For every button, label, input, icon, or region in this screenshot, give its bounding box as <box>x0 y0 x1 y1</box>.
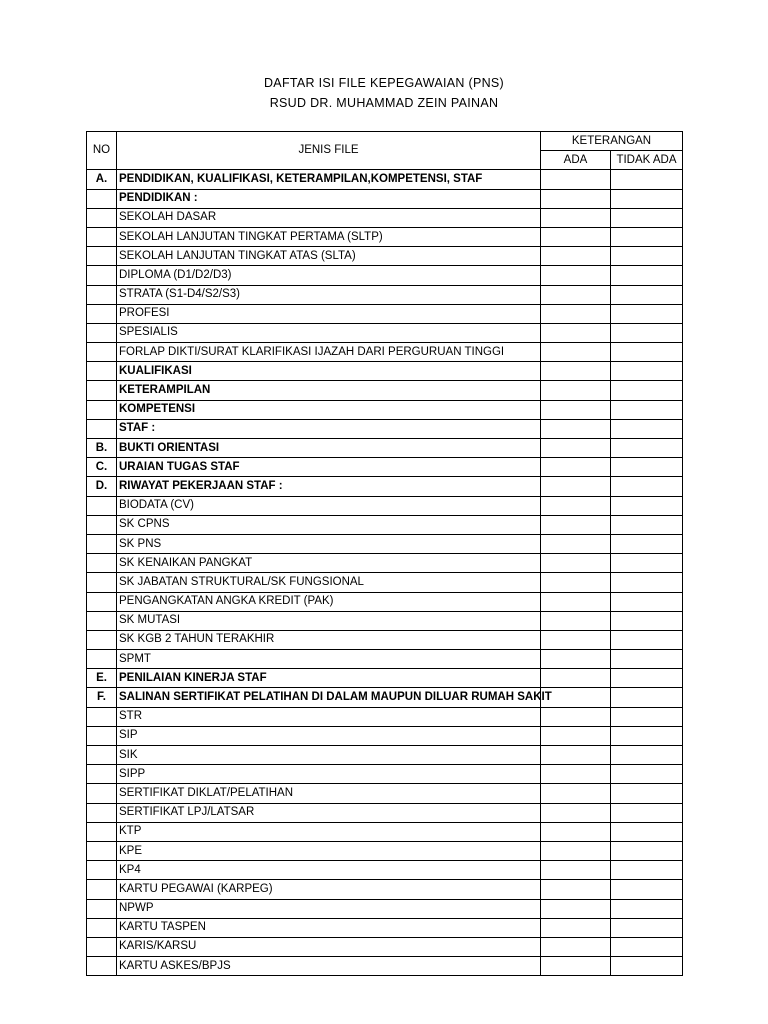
header-ada: ADA <box>541 151 611 170</box>
tidak-ada-checkbox-cell[interactable] <box>611 918 683 937</box>
tidak-ada-checkbox-cell[interactable] <box>611 515 683 534</box>
row-number <box>87 822 117 841</box>
row-file-name: SIPP <box>117 765 541 784</box>
row-file-name: SERTIFIKAT LPJ/LATSAR <box>117 803 541 822</box>
table-row <box>87 650 683 669</box>
tidak-ada-checkbox-cell[interactable] <box>611 573 683 592</box>
tidak-ada-checkbox-cell[interactable] <box>611 707 683 726</box>
table-row <box>87 477 683 496</box>
header-keterangan: KETERANGAN <box>541 132 683 151</box>
table-row <box>87 707 683 726</box>
table-row <box>87 937 683 956</box>
row-number <box>87 803 117 822</box>
tidak-ada-checkbox-cell[interactable] <box>611 937 683 956</box>
tidak-ada-checkbox-cell[interactable] <box>611 592 683 611</box>
ada-checkbox-cell[interactable] <box>541 439 611 458</box>
row-number: F. <box>87 688 117 707</box>
ada-checkbox-cell[interactable] <box>541 918 611 937</box>
ada-checkbox-cell[interactable] <box>541 573 611 592</box>
tidak-ada-checkbox-cell[interactable] <box>611 880 683 899</box>
table-row <box>87 266 683 285</box>
ada-checkbox-cell[interactable] <box>541 880 611 899</box>
table-row <box>87 765 683 784</box>
tidak-ada-checkbox-cell[interactable] <box>611 630 683 649</box>
ada-checkbox-cell[interactable] <box>541 841 611 860</box>
table-row <box>87 803 683 822</box>
row-number <box>87 880 117 899</box>
ada-checkbox-cell[interactable] <box>541 861 611 880</box>
row-file-name: SK KENAIKAN PANGKAT <box>117 554 541 573</box>
tidak-ada-checkbox-cell[interactable] <box>611 803 683 822</box>
row-file-name: FORLAP DIKTI/SURAT KLARIFIKASI IJAZAH DARI PERGURUAN TINGGI <box>117 343 541 362</box>
table-row <box>87 688 683 707</box>
tidak-ada-checkbox-cell[interactable] <box>611 726 683 745</box>
ada-checkbox-cell[interactable] <box>541 381 611 400</box>
table-row <box>87 534 683 553</box>
row-number <box>87 746 117 765</box>
ada-checkbox-cell[interactable] <box>541 650 611 669</box>
row-number <box>87 841 117 860</box>
row-number <box>87 247 117 266</box>
ada-checkbox-cell[interactable] <box>541 227 611 246</box>
table-row <box>87 400 683 419</box>
row-number <box>87 650 117 669</box>
row-number <box>87 343 117 362</box>
tidak-ada-checkbox-cell[interactable] <box>611 688 683 707</box>
tidak-ada-checkbox-cell[interactable] <box>611 323 683 342</box>
row-file-name: SEKOLAH LANJUTAN TINGKAT PERTAMA (SLTP) <box>117 227 541 246</box>
row-file-name: KTP <box>117 822 541 841</box>
row-number <box>87 899 117 918</box>
table-row <box>87 381 683 400</box>
row-file-name: KARTU TASPEN <box>117 918 541 937</box>
table-row <box>87 554 683 573</box>
row-file-name: STRATA (S1-D4/S2/S3) <box>117 285 541 304</box>
ada-checkbox-cell[interactable] <box>541 534 611 553</box>
table-row <box>87 880 683 899</box>
row-number <box>87 861 117 880</box>
row-number <box>87 573 117 592</box>
table-row <box>87 458 683 477</box>
row-number <box>87 400 117 419</box>
tidak-ada-checkbox-cell[interactable] <box>611 841 683 860</box>
tidak-ada-checkbox-cell[interactable] <box>611 669 683 688</box>
table-row <box>87 515 683 534</box>
row-number <box>87 707 117 726</box>
ada-checkbox-cell[interactable] <box>541 304 611 323</box>
row-file-name: SEKOLAH LANJUTAN TINGKAT ATAS (SLTA) <box>117 247 541 266</box>
row-file-name: SALINAN SERTIFIKAT PELATIHAN DI DALAM MAUPUN DILUAR RUMAH SAKIT <box>117 688 541 707</box>
ada-checkbox-cell[interactable] <box>541 957 611 976</box>
ada-checkbox-cell[interactable] <box>541 669 611 688</box>
table-row <box>87 861 683 880</box>
row-file-name: KETERAMPILAN <box>117 381 541 400</box>
ada-checkbox-cell[interactable] <box>541 208 611 227</box>
tidak-ada-checkbox-cell[interactable] <box>611 419 683 438</box>
row-number <box>87 496 117 515</box>
row-file-name: PENDIDIKAN : <box>117 189 541 208</box>
tidak-ada-checkbox-cell[interactable] <box>611 746 683 765</box>
table-row <box>87 592 683 611</box>
row-number <box>87 765 117 784</box>
ada-checkbox-cell[interactable] <box>541 189 611 208</box>
ada-checkbox-cell[interactable] <box>541 707 611 726</box>
ada-checkbox-cell[interactable] <box>541 285 611 304</box>
row-number: D. <box>87 477 117 496</box>
row-file-name: SERTIFIKAT DIKLAT/PELATIHAN <box>117 784 541 803</box>
ada-checkbox-cell[interactable] <box>541 803 611 822</box>
row-file-name: SIP <box>117 726 541 745</box>
row-number <box>87 208 117 227</box>
row-number <box>87 534 117 553</box>
ada-checkbox-cell[interactable] <box>541 419 611 438</box>
tidak-ada-checkbox-cell[interactable] <box>611 266 683 285</box>
document-subtitle: RSUD DR. MUHAMMAD ZEIN PAINAN <box>269 96 499 110</box>
row-file-name: KOMPETENSI <box>117 400 541 419</box>
row-number <box>87 285 117 304</box>
table-row <box>87 611 683 630</box>
row-file-name: BIODATA (CV) <box>117 496 541 515</box>
tidak-ada-checkbox-cell[interactable] <box>611 439 683 458</box>
tidak-ada-checkbox-cell[interactable] <box>611 496 683 515</box>
tidak-ada-checkbox-cell[interactable] <box>611 534 683 553</box>
table-row <box>87 343 683 362</box>
row-file-name: RIWAYAT PEKERJAAN STAF : <box>117 477 541 496</box>
row-number <box>87 304 117 323</box>
tidak-ada-checkbox-cell[interactable] <box>611 400 683 419</box>
table-row <box>87 822 683 841</box>
table-row <box>87 323 683 342</box>
table-row <box>87 669 683 688</box>
tidak-ada-checkbox-cell[interactable] <box>611 362 683 381</box>
ada-checkbox-cell[interactable] <box>541 937 611 956</box>
table-row <box>87 189 683 208</box>
row-file-name: SK MUTASI <box>117 611 541 630</box>
row-number <box>87 189 117 208</box>
row-number <box>87 381 117 400</box>
ada-checkbox-cell[interactable] <box>541 592 611 611</box>
row-number <box>87 266 117 285</box>
row-number <box>87 592 117 611</box>
table-row <box>87 899 683 918</box>
row-number <box>87 784 117 803</box>
table-row <box>87 918 683 937</box>
row-number <box>87 554 117 573</box>
row-file-name: KARIS/KARSU <box>117 937 541 956</box>
ada-checkbox-cell[interactable] <box>541 343 611 362</box>
row-file-name: SPMT <box>117 650 541 669</box>
table-row <box>87 746 683 765</box>
tidak-ada-checkbox-cell[interactable] <box>611 227 683 246</box>
ada-checkbox-cell[interactable] <box>541 726 611 745</box>
header-jenis-file: JENIS FILE <box>117 132 541 170</box>
row-number: E. <box>87 669 117 688</box>
tidak-ada-checkbox-cell[interactable] <box>611 611 683 630</box>
ada-checkbox-cell[interactable] <box>541 323 611 342</box>
row-file-name: KPE <box>117 841 541 860</box>
tidak-ada-checkbox-cell[interactable] <box>611 285 683 304</box>
ada-checkbox-cell[interactable] <box>541 746 611 765</box>
table-row <box>87 957 683 976</box>
row-file-name: SIK <box>117 746 541 765</box>
row-file-name: SK PNS <box>117 534 541 553</box>
row-file-name: KARTU ASKES/BPJS <box>117 957 541 976</box>
table-row <box>87 285 683 304</box>
table-row <box>87 496 683 515</box>
row-number <box>87 726 117 745</box>
row-number: C. <box>87 458 117 477</box>
row-number <box>87 323 117 342</box>
tidak-ada-checkbox-cell[interactable] <box>611 899 683 918</box>
row-number <box>87 630 117 649</box>
row-file-name: URAIAN TUGAS STAF <box>117 458 541 477</box>
tidak-ada-checkbox-cell[interactable] <box>611 554 683 573</box>
row-file-name: PENILAIAN KINERJA STAF <box>117 669 541 688</box>
header-no: NO <box>87 132 117 170</box>
row-number <box>87 419 117 438</box>
row-file-name: DIPLOMA (D1/D2/D3) <box>117 266 541 285</box>
ada-checkbox-cell[interactable] <box>541 765 611 784</box>
row-file-name: PENDIDIKAN, KUALIFIKASI, KETERAMPILAN,KOMPETENSI, STAF <box>117 170 541 189</box>
tidak-ada-checkbox-cell[interactable] <box>611 343 683 362</box>
document-title: DAFTAR ISI FILE KEPEGAWAIAN (PNS) <box>263 76 505 90</box>
tidak-ada-checkbox-cell[interactable] <box>611 304 683 323</box>
ada-checkbox-cell[interactable] <box>541 611 611 630</box>
row-file-name: NPWP <box>117 899 541 918</box>
table-row <box>87 784 683 803</box>
table-row <box>87 841 683 860</box>
row-number <box>87 937 117 956</box>
row-file-name: STR <box>117 707 541 726</box>
table-body <box>87 170 683 976</box>
ada-checkbox-cell[interactable] <box>541 899 611 918</box>
row-number <box>87 957 117 976</box>
row-file-name: PROFESI <box>117 304 541 323</box>
row-file-name: SK KGB 2 TAHUN TERAKHIR <box>117 630 541 649</box>
ada-checkbox-cell[interactable] <box>541 630 611 649</box>
tidak-ada-checkbox-cell[interactable] <box>611 784 683 803</box>
row-file-name: SK CPNS <box>117 515 541 534</box>
ada-checkbox-cell[interactable] <box>541 400 611 419</box>
row-file-name: SK JABATAN STRUKTURAL/SK FUNGSIONAL <box>117 573 541 592</box>
tidak-ada-checkbox-cell[interactable] <box>611 381 683 400</box>
row-file-name: SEKOLAH DASAR <box>117 208 541 227</box>
ada-checkbox-cell[interactable] <box>541 247 611 266</box>
file-checklist-table <box>86 131 683 976</box>
row-number: B. <box>87 439 117 458</box>
tidak-ada-checkbox-cell[interactable] <box>611 650 683 669</box>
row-number <box>87 611 117 630</box>
ada-checkbox-cell[interactable] <box>541 515 611 534</box>
table-row <box>87 247 683 266</box>
tidak-ada-checkbox-cell[interactable] <box>611 957 683 976</box>
table-row <box>87 362 683 381</box>
table-row <box>87 439 683 458</box>
row-file-name: KUALIFIKASI <box>117 362 541 381</box>
table-row <box>87 726 683 745</box>
header-tidak-ada: TIDAK ADA <box>611 151 683 170</box>
row-file-name: STAF : <box>117 419 541 438</box>
tidak-ada-checkbox-cell[interactable] <box>611 822 683 841</box>
row-file-name: PENGANGKATAN ANGKA KREDIT (PAK) <box>117 592 541 611</box>
row-number <box>87 918 117 937</box>
tidak-ada-checkbox-cell[interactable] <box>611 458 683 477</box>
ada-checkbox-cell[interactable] <box>541 362 611 381</box>
ada-checkbox-cell[interactable] <box>541 266 611 285</box>
table-row <box>87 419 683 438</box>
row-number <box>87 227 117 246</box>
row-file-name: SPESIALIS <box>117 323 541 342</box>
row-file-name: KP4 <box>117 861 541 880</box>
row-number: A. <box>87 170 117 189</box>
tidak-ada-checkbox-cell[interactable] <box>611 247 683 266</box>
row-number <box>87 515 117 534</box>
ada-checkbox-cell[interactable] <box>541 496 611 515</box>
tidak-ada-checkbox-cell[interactable] <box>611 208 683 227</box>
ada-checkbox-cell[interactable] <box>541 822 611 841</box>
table-row <box>87 208 683 227</box>
table-row <box>87 304 683 323</box>
table-row <box>87 227 683 246</box>
tidak-ada-checkbox-cell[interactable] <box>611 861 683 880</box>
tidak-ada-checkbox-cell[interactable] <box>611 765 683 784</box>
table-row <box>87 170 683 189</box>
tidak-ada-checkbox-cell[interactable] <box>611 189 683 208</box>
ada-checkbox-cell[interactable] <box>541 170 611 189</box>
ada-checkbox-cell[interactable] <box>541 477 611 496</box>
tidak-ada-checkbox-cell[interactable] <box>611 477 683 496</box>
row-file-name: KARTU PEGAWAI (KARPEG) <box>117 880 541 899</box>
ada-checkbox-cell[interactable] <box>541 554 611 573</box>
table-row <box>87 573 683 592</box>
tidak-ada-checkbox-cell[interactable] <box>611 170 683 189</box>
ada-checkbox-cell[interactable] <box>541 784 611 803</box>
row-file-name: BUKTI ORIENTASI <box>117 439 541 458</box>
ada-checkbox-cell[interactable] <box>541 458 611 477</box>
row-number <box>87 362 117 381</box>
table-row <box>87 630 683 649</box>
